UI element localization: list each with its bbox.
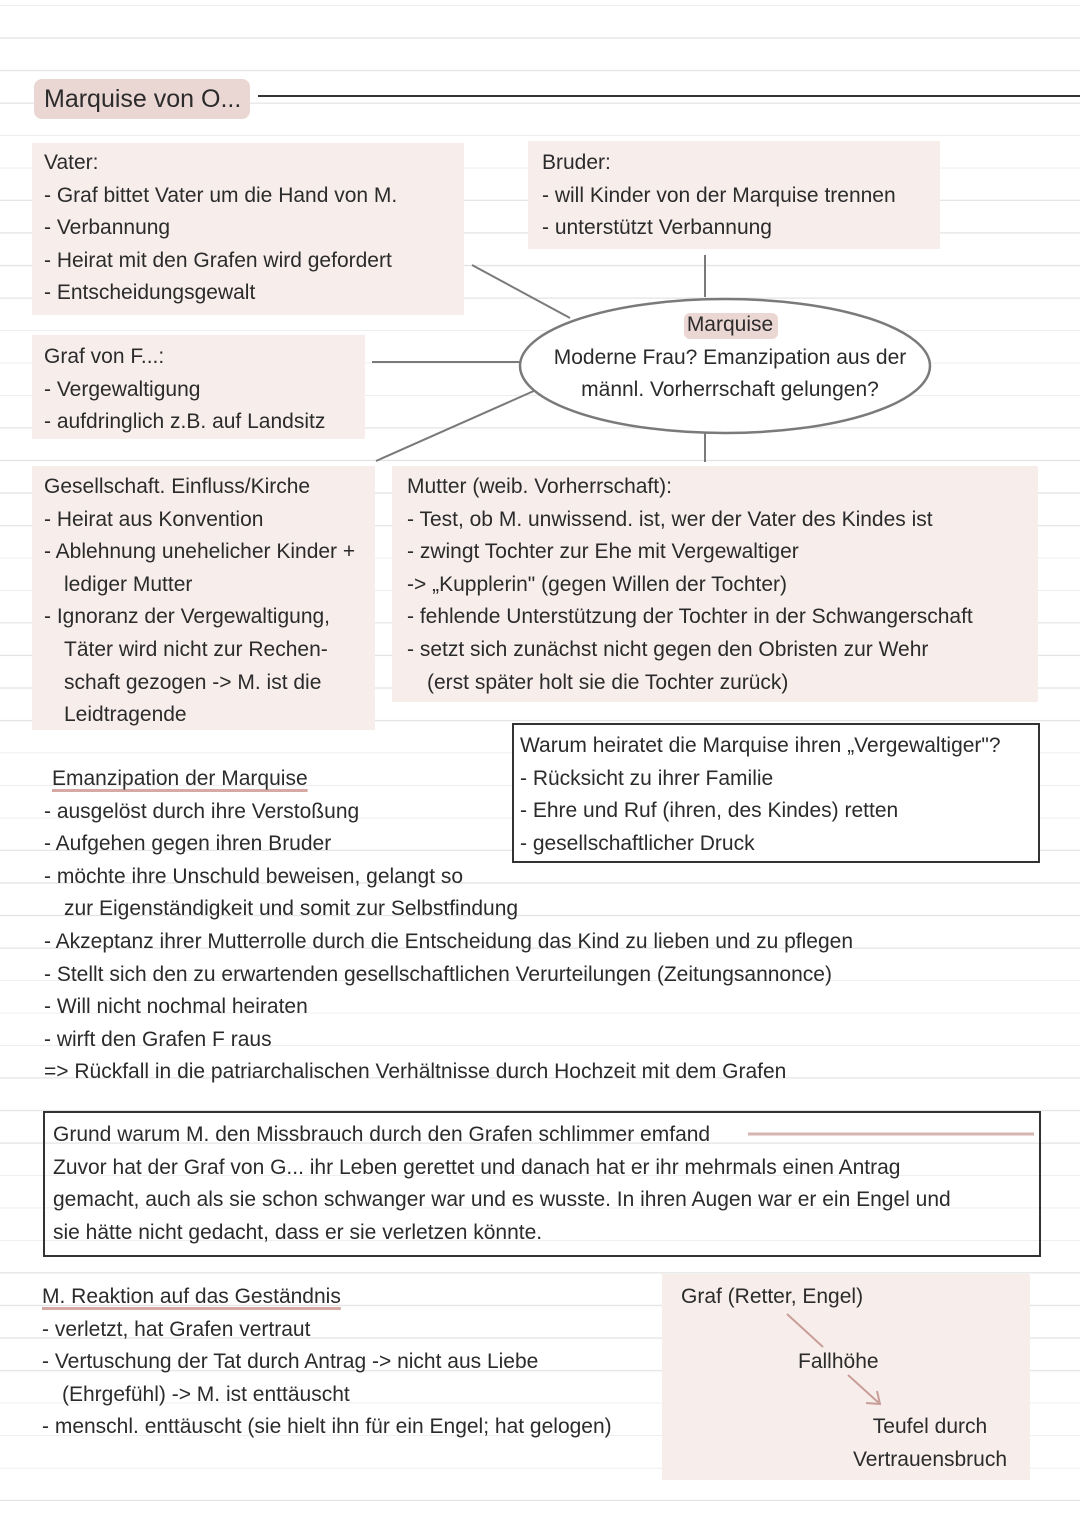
mutter-line: -> „Kupplerin" (gegen Willen der Tochter) xyxy=(407,572,787,596)
fall-middle: Fallhöhe xyxy=(798,1350,879,1373)
connector-gesellschaft xyxy=(376,390,536,461)
grund-section xyxy=(53,1119,951,1249)
reaktion-line: - Vertuschung der Tat durch Antrag -> nicht aus Liebe xyxy=(42,1350,539,1374)
fall-top: Graf (Retter, Engel) xyxy=(681,1285,864,1308)
grund-line: gemacht, auch als sie schon schwanger war und es wusste. In ihren Augen war er ein Engel und xyxy=(53,1188,951,1212)
gesellschaft-section xyxy=(44,471,355,732)
grund-line: sie hätte nicht gedacht, dass er sie verletzen könnte. xyxy=(53,1220,543,1244)
emanzipation-section xyxy=(44,763,853,1089)
mutter-line: - fehlende Unterstützung der Tochter in der Schwangerschaft xyxy=(407,605,973,629)
mutter-section xyxy=(407,471,973,699)
reaktion-line: - menschl. enttäuscht (sie hielt ihn für ein Engel; hat gelogen) xyxy=(42,1415,612,1439)
bruder-item: - will Kinder von der Marquise trennen xyxy=(542,183,896,207)
warum-heading: Warum heiratet die Marquise ihren „Vergewaltiger"? xyxy=(520,734,1001,757)
gesellschaft-line: - Ignoranz der Vergewaltigung, xyxy=(44,605,331,629)
gesellschaft-heading: Gesellschaft. Einfluss/Kirche xyxy=(44,475,311,498)
graf-item: - Vergewaltigung xyxy=(44,377,201,401)
reaktion-section xyxy=(42,1281,612,1444)
gesellschaft-line: schaft gezogen -> M. ist die xyxy=(64,670,322,694)
grund-line: Zuvor hat der Graf von G... ihr Leben gerettet und danach hat er ihr mehrmals einen Antrag xyxy=(53,1155,901,1179)
graf-item: - aufdringlich z.B. auf Landsitz xyxy=(44,410,326,434)
bruder-item: - unterstützt Verbannung xyxy=(542,216,772,240)
marquise-center xyxy=(520,309,940,407)
graf-section xyxy=(44,341,325,439)
bruder-heading: Bruder: xyxy=(542,151,611,174)
emanzipation-line: - möchte ihre Unschuld beweisen, gelangt so xyxy=(44,864,464,888)
vater-item: - Verbannung xyxy=(44,216,171,240)
vater-item: - Heirat mit den Grafen wird gefordert xyxy=(44,248,392,272)
emanzipation-heading: Emanzipation der Marquise xyxy=(52,767,308,790)
marquise-label: Marquise xyxy=(686,313,774,336)
grund-heading: Grund warum M. den Missbrauch durch den Grafen schlimmer emfand xyxy=(53,1123,711,1146)
page-title: Marquise von O... xyxy=(44,85,242,113)
emanzipation-line: - wirft den Grafen F raus xyxy=(44,1027,272,1051)
fall-bottom-line: Teufel durch xyxy=(872,1415,988,1438)
mutter-line: (erst später holt sie die Tochter zurück) xyxy=(427,670,789,694)
fallhoehe-arrow-lower xyxy=(848,1375,880,1404)
gesellschaft-line: - Ablehnung unehelicher Kinder + xyxy=(44,540,356,564)
warum-item: - Ehre und Ruf (ihren, des Kindes) retten xyxy=(520,799,899,823)
emanzipation-line: - Stellt sich den zu erwartenden gesellschaftlichen Verurteilungen (Zeitungsannonce) xyxy=(44,962,832,986)
vater-heading: Vater: xyxy=(44,151,99,174)
mutter-line: - zwingt Tochter zur Ehe mit Vergewaltiger xyxy=(407,540,799,564)
gesellschaft-line: lediger Mutter xyxy=(64,572,193,596)
fall-bottom xyxy=(850,1411,1010,1476)
gesellschaft-line: - Heirat aus Konvention xyxy=(44,507,264,531)
mutter-line: - Test, ob M. unwissend. ist, wer der Vater des Kindes ist xyxy=(407,507,933,531)
emanzipation-line: - Will nicht nochmal heiraten xyxy=(44,995,308,1019)
gesellschaft-line: Täter wird nicht zur Rechen- xyxy=(64,637,328,661)
graf-heading: Graf von F...: xyxy=(44,345,165,368)
vater-item: - Entscheidungsgewalt xyxy=(44,281,256,305)
emanzipation-line: - ausgelöst durch ihre Verstoßung xyxy=(44,799,360,823)
vater-section xyxy=(44,147,397,310)
mutter-heading: Mutter (weib. Vorherrschaft): xyxy=(407,475,672,498)
mutter-line: - setzt sich zunächst nicht gegen den Obristen zur Wehr xyxy=(407,637,929,661)
emanzipation-line: - Akzeptanz ihrer Mutterrolle durch die Entscheidung das Kind zu lieben und zu pflegen xyxy=(44,929,853,953)
marquise-question-line: Moderne Frau? Emanzipation aus der xyxy=(553,345,907,369)
reaktion-heading: M. Reaktion auf das Geständnis xyxy=(42,1285,341,1308)
fallhoehe-arrow-upper xyxy=(787,1314,823,1347)
emanzipation-line: - Aufgehen gegen ihren Bruder xyxy=(44,832,332,856)
warum-item: - gesellschaftlicher Druck xyxy=(520,831,755,855)
warum-item: - Rücksicht zu ihrer Familie xyxy=(520,766,774,790)
reaktion-line: - verletzt, hat Grafen vertraut xyxy=(42,1317,311,1341)
reaktion-line: (Ehrgefühl) -> M. ist enttäuscht xyxy=(62,1382,350,1406)
marquise-question-line: männl. Vorherrschaft gelungen? xyxy=(581,378,879,402)
gesellschaft-line: Leidtragende xyxy=(64,703,187,727)
emanzipation-line: => Rückfall in die patriarchalischen Verhältnisse durch Hochzeit mit dem Grafen xyxy=(44,1060,787,1084)
emanzipation-line: zur Eigenständigkeit und somit zur Selbstfindung xyxy=(64,897,519,921)
vater-item: - Graf bittet Vater um die Hand von M. xyxy=(44,183,398,207)
bruder-section xyxy=(542,147,896,245)
fall-bottom-line: Vertrauensbruch xyxy=(852,1447,1008,1471)
